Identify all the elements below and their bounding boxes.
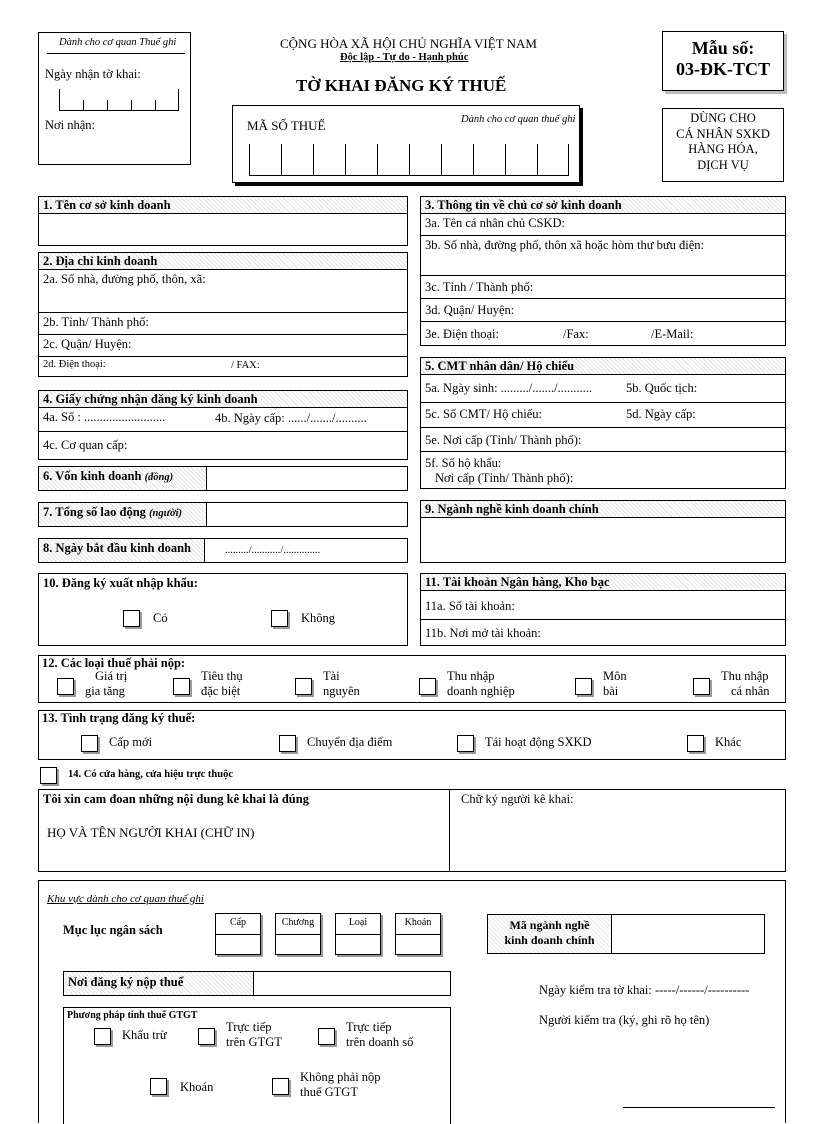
tax-vat-checkbox[interactable] <box>57 678 74 695</box>
field-2d[interactable] <box>39 356 407 377</box>
section-10-title: 10. Đăng ký xuất nhập khẩu: <box>43 576 198 590</box>
budget-label: Mục lục ngân sách <box>63 923 163 937</box>
tax-office-title: Khu vực dành cho cơ quan thuế ghi <box>47 893 204 905</box>
field-5c-5d[interactable] <box>421 402 785 427</box>
tax-corporate-label <box>447 669 515 699</box>
start-date-value[interactable]: ........./.........../.............. <box>225 545 321 556</box>
field-4b-label: 4b. Ngày cấp: ....../......./.......... <box>215 411 367 425</box>
tax-office-area <box>38 880 786 1123</box>
field-5b-label: 5b. Quốc tịch: <box>626 381 698 395</box>
section-4 <box>38 390 408 460</box>
budget-level[interactable] <box>215 913 261 955</box>
status-relocate-checkbox[interactable] <box>279 735 296 752</box>
export-no-checkbox[interactable] <box>271 610 288 627</box>
field-11a-label: 11a. Số tài khoản: <box>425 599 515 613</box>
field-2c[interactable] <box>39 334 407 356</box>
section-5 <box>420 357 786 489</box>
capital-input[interactable] <box>207 467 407 490</box>
section-13-title: 13. Tình trạng đăng ký thuế: <box>42 711 196 725</box>
section-6-unit: (đồng) <box>144 472 174 483</box>
vat-direct-revenue-line1: Trực tiếp <box>346 1020 392 1034</box>
section-7-title <box>39 503 207 526</box>
vat-direct-gtgt-checkbox[interactable] <box>198 1028 215 1045</box>
section-11-title: 11. Tài khoản Ngân hàng, Kho bạc <box>421 574 785 591</box>
tax-code-cells[interactable] <box>249 144 569 176</box>
status-other-label: Khác <box>715 735 742 749</box>
checker-signature-line <box>623 1107 775 1108</box>
date-received-label: Ngày nhận tờ khai: <box>45 67 141 81</box>
status-relocate-label: Chuyển địa điểm <box>307 735 393 749</box>
section-9 <box>420 500 786 563</box>
industry-code-input[interactable] <box>612 915 764 953</box>
section-5-title: 5. CMT nhân dân/ Hộ chiếu <box>421 358 785 375</box>
vat-exempt-line2: thuế GTGT <box>300 1085 358 1099</box>
field-5f-label: 5f. Số hộ khẩu: <box>425 456 502 470</box>
form-number-box <box>662 31 784 91</box>
declaration-divider <box>449 790 450 871</box>
tax-vat-line1: Giá trị <box>95 669 128 683</box>
field-11b-label: 11b. Nơi mở tài khoản: <box>425 626 541 640</box>
field-2a[interactable] <box>39 270 407 312</box>
field-11a[interactable] <box>421 591 785 619</box>
section-8-title: 8. Ngày bắt đầu kinh doanh <box>39 539 205 562</box>
vat-direct-gtgt-label <box>226 1020 282 1050</box>
status-resume-checkbox[interactable] <box>457 735 474 752</box>
section-6-title <box>39 467 207 490</box>
check-date[interactable]: Ngày kiểm tra tờ khai: -----/------/---------- <box>539 983 750 997</box>
status-new-checkbox[interactable] <box>81 735 98 752</box>
section-1 <box>38 196 408 246</box>
tax-code-note: Dành cho cơ quan thuế ghi <box>461 114 576 125</box>
tax-personal-line1: Thu nhập <box>721 669 769 683</box>
field-2d-label: 2d. Điện thoại: <box>43 359 106 370</box>
date-received-cells[interactable] <box>59 89 179 111</box>
status-other-checkbox[interactable] <box>687 735 704 752</box>
section-12 <box>38 655 786 703</box>
export-yes-checkbox[interactable] <box>123 610 140 627</box>
section-6 <box>38 466 408 491</box>
register-place-label: Nơi đăng ký nộp thuế <box>64 972 254 995</box>
form-title: TỜ KHAI ĐĂNG KÝ THUẾ <box>296 76 507 95</box>
field-5a-5b[interactable] <box>421 375 785 402</box>
industry-code-line1: Mã ngành nghề <box>509 918 590 932</box>
field-5f-place: Nơi cấp (Tỉnh/ Thành phố): <box>435 471 574 485</box>
tax-personal-line2: cá nhân <box>731 684 770 698</box>
field-4c-label: 4c. Cơ quan cấp: <box>43 438 128 452</box>
section-8 <box>38 538 408 563</box>
status-resume-label: Tái hoạt động SXKD <box>485 735 592 749</box>
field-5e[interactable] <box>421 427 785 451</box>
declaration-signature[interactable]: Chữ ký người kê khai: <box>461 792 574 806</box>
declaration-box <box>38 789 786 872</box>
vat-lump-label: Khoán <box>180 1080 214 1094</box>
industry-code-line2: kinh doanh chính <box>504 933 595 947</box>
field-2a-label: 2a. Số nhà, đường phố, thôn, xã: <box>43 272 206 286</box>
budget-type-label: Loại <box>348 917 368 928</box>
field-3d[interactable] <box>421 298 785 321</box>
section-13 <box>38 710 786 760</box>
field-3e-email: /E-Mail: <box>651 327 694 341</box>
motto: Độc lập - Tự do - Hạnh phúc <box>340 52 469 63</box>
place-received-label: Nơi nhận: <box>45 118 96 132</box>
field-3e-label: 3e. Điện thoại: <box>425 327 499 341</box>
register-place-input[interactable] <box>254 972 450 995</box>
vat-exempt-label <box>300 1070 381 1100</box>
tax-resource-line2: nguyên <box>323 684 360 698</box>
vat-method-title: Phương pháp tính thuế GTGT <box>67 1010 198 1021</box>
industry-code-label <box>488 915 612 953</box>
section-11 <box>420 573 786 646</box>
tax-code-label: MÃ SỐ THUẾ <box>247 118 326 133</box>
tax-license-label <box>603 669 627 699</box>
tax-personal-checkbox[interactable] <box>693 678 710 695</box>
section-3 <box>420 196 786 346</box>
field-4c[interactable] <box>39 431 407 460</box>
usage-line-2: CÁ NHÂN SXKD <box>676 126 770 141</box>
usage-box <box>662 108 784 182</box>
budget-item-line <box>396 934 440 935</box>
usage-line-3: HÀNG HÓA, <box>688 142 758 156</box>
section-4-title: 4. Giấy chứng nhận đăng ký kinh doanh <box>39 391 407 408</box>
tax-license-checkbox[interactable] <box>575 678 592 695</box>
field-2b[interactable] <box>39 312 407 334</box>
vat-deduct-label: Khấu trừ <box>122 1028 167 1042</box>
field-5f[interactable] <box>421 451 785 489</box>
section-14-title: 14. Có cửa hàng, cửa hiệu trực thuộc <box>68 769 234 780</box>
tax-resource-line1: Tài <box>323 669 340 683</box>
tax-excise-line2: đặc biệt <box>201 684 241 698</box>
field-2c-label: 2c. Quận/ Huyện: <box>43 337 132 351</box>
field-3b[interactable] <box>421 235 785 275</box>
section-7 <box>38 502 408 527</box>
budget-type-line <box>336 934 380 935</box>
section-9-title: 9. Ngành nghề kinh doanh chính <box>421 501 785 518</box>
tax-resource-checkbox[interactable] <box>295 678 312 695</box>
declaration-name[interactable]: HỌ VÀ TÊN NGƯỜI KHAI (CHỮ IN) <box>47 825 255 840</box>
section-14-checkbox[interactable] <box>40 767 57 784</box>
export-yes-label: Có <box>153 611 168 625</box>
declaration-commit: Tôi xin cam đoan những nội dung kê khai là đúng <box>43 792 309 806</box>
tax-vat-line2: gia tăng <box>85 684 125 698</box>
vat-exempt-checkbox[interactable] <box>272 1078 289 1095</box>
budget-chapter-label: Chương <box>281 917 315 928</box>
vat-deduct-checkbox[interactable] <box>94 1028 111 1045</box>
section-7-label: 7. Tổng số lao động <box>43 505 146 519</box>
tax-vat-label <box>85 669 127 699</box>
section-3-title: 3. Thông tin về chủ cơ sở kinh doanh <box>421 197 785 214</box>
field-3a-label: 3a. Tên cá nhân chủ CSKD: <box>425 216 566 230</box>
field-2d-fax: / FAX: <box>231 360 260 371</box>
vat-exempt-line1: Không phải nộp <box>300 1070 381 1084</box>
field-4a-label: 4a. Số : .......................... <box>43 410 166 424</box>
tax-license-line1: Môn <box>603 669 627 683</box>
field-5e-label: 5e. Nơi cấp (Tỉnh/ Thành phố): <box>425 433 582 447</box>
checker: Người kiểm tra (ký, ghi rõ họ tên) <box>539 1013 710 1027</box>
country-name: CỘNG HÒA XÃ HỘI CHỦ NGHĨA VIỆT NAM <box>280 36 537 51</box>
field-3d-label: 3d. Quận/ Huyện: <box>425 303 515 317</box>
tax-corporate-checkbox[interactable] <box>419 678 436 695</box>
tax-personal-label <box>721 669 770 699</box>
field-4a-4b[interactable] <box>39 408 407 431</box>
vat-method-box <box>63 1007 451 1124</box>
field-3e-fax: /Fax: <box>563 327 589 341</box>
section-1-title: 1. Tên cơ sở kinh doanh <box>39 197 407 214</box>
field-5d-label: 5d. Ngày cấp: <box>626 407 696 421</box>
budget-chapter[interactable] <box>275 913 321 955</box>
budget-item[interactable] <box>395 913 441 955</box>
section-6-label: 6. Vốn kinh doanh <box>43 469 142 483</box>
usage-line-1: DÙNG CHO <box>690 111 756 125</box>
receiver-note-line <box>47 53 185 54</box>
field-3b-label: 3b. Số nhà, đường phố, thôn xã hoặc hòm thư bưu điện: <box>425 238 704 252</box>
field-5a-label: 5a. Ngày sinh: ........./......./........... <box>425 381 593 395</box>
form-no-label: Mẫu số: <box>691 38 755 58</box>
field-3c[interactable] <box>421 275 785 298</box>
tax-excise-label <box>201 669 243 699</box>
status-new-label: Cấp mới <box>109 735 153 749</box>
tax-excise-checkbox[interactable] <box>173 678 190 695</box>
section-7-unit: (người) <box>149 508 182 519</box>
tax-resource-label <box>323 669 360 699</box>
labor-input[interactable] <box>207 503 407 526</box>
vat-direct-revenue-label <box>346 1020 413 1050</box>
vat-lump-checkbox[interactable] <box>150 1078 167 1095</box>
export-no-label: Không <box>301 611 336 625</box>
tax-excise-line1: Tiêu thụ <box>201 669 243 683</box>
vat-direct-gtgt-line1: Trực tiếp <box>226 1020 272 1034</box>
field-3e[interactable] <box>421 321 785 346</box>
section-2 <box>38 252 408 377</box>
tax-license-line2: bài <box>603 684 619 698</box>
budget-level-line <box>216 934 260 935</box>
budget-level-label: Cấp <box>229 917 247 928</box>
tax-corporate-line1: Thu nhập <box>447 669 495 683</box>
budget-chapter-line <box>276 934 320 935</box>
budget-type[interactable] <box>335 913 381 955</box>
form-no: 03-ĐK-TCT <box>676 59 770 79</box>
section-2-title: 2. Địa chỉ kinh doanh <box>39 253 407 270</box>
field-3a[interactable] <box>421 214 785 235</box>
vat-direct-revenue-line2: trên doanh số <box>346 1035 414 1049</box>
field-11b[interactable] <box>421 619 785 646</box>
tax-corporate-line2: doanh nghiệp <box>447 684 515 698</box>
field-2b-label: 2b. Tỉnh/ Thành phố: <box>43 315 149 329</box>
field-5c-label: 5c. Số CMT/ Hộ chiếu: <box>425 407 543 421</box>
vat-direct-gtgt-line2: trên GTGT <box>226 1035 282 1049</box>
budget-item-label: Khoản <box>404 917 432 928</box>
receiver-box <box>38 32 191 165</box>
vat-direct-revenue-checkbox[interactable] <box>318 1028 335 1045</box>
section-12-title: 12. Các loại thuế phải nộp: <box>42 656 186 670</box>
section-10 <box>38 573 408 646</box>
industry-code-box <box>487 914 765 954</box>
receiver-note: Dành cho cơ quan Thuế ghi <box>59 37 177 48</box>
field-3c-label: 3c. Tỉnh / Thành phố: <box>425 280 534 294</box>
tax-code-box <box>232 105 580 183</box>
register-place-box <box>63 971 451 996</box>
usage-line-4: DỊCH VỤ <box>697 157 749 172</box>
